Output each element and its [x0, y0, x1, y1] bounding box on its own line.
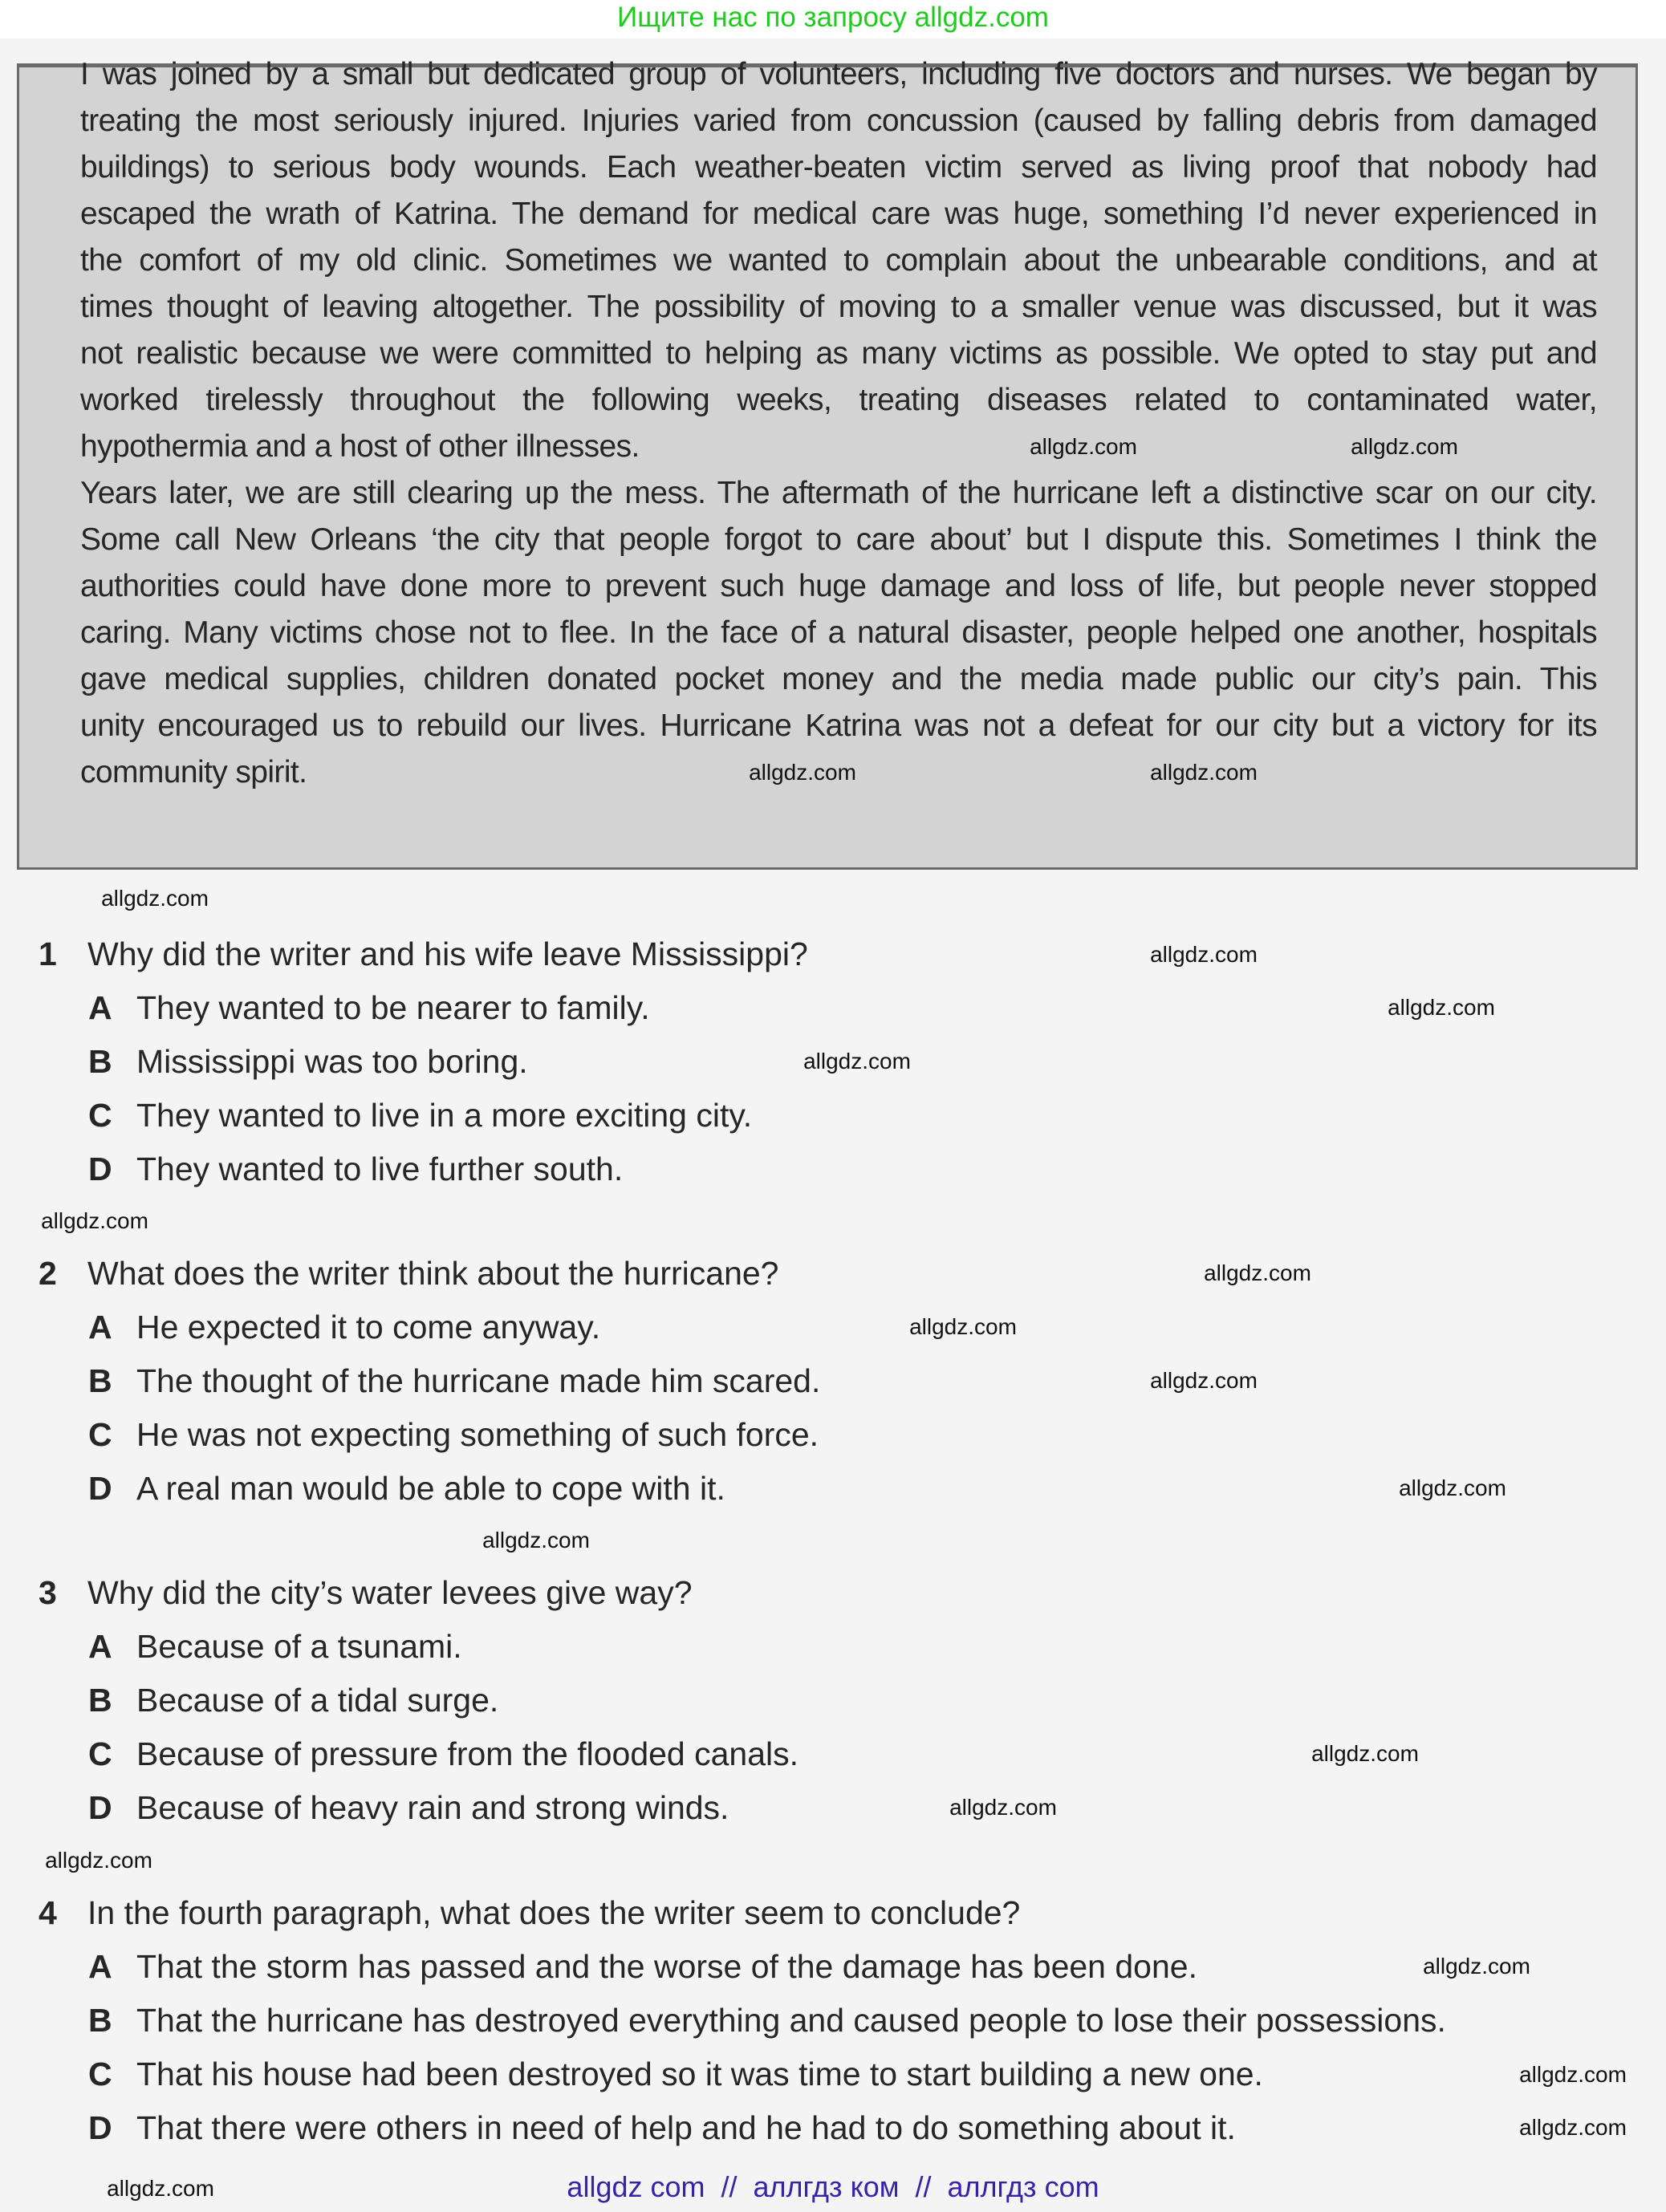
passage-line: escaped the wrath of Katrina. The demand for medical care was huge, something I’d never experienced in — [80, 197, 1597, 231]
option-letter: B — [88, 1362, 112, 1399]
option-letter: C — [88, 1416, 112, 1453]
option-letter: A — [88, 1628, 112, 1665]
option-text: They wanted to be nearer to family. — [136, 989, 650, 1026]
watermark: allgdz.com — [482, 1528, 590, 1552]
question-number: 3 — [39, 1574, 57, 1611]
passage-line: I was joined by a small but dedicated group of volunteers, including five doctors and nurses. We began by — [80, 57, 1597, 91]
passage-line: buildings) to serious body wounds. Each weather-beaten victim served as living proof that nobody had — [80, 150, 1597, 185]
watermark: allgdz.com — [1150, 1368, 1258, 1393]
question-3 — [0, 1566, 1666, 1835]
passage-line: times thought of leaving altogether. The possibility of moving to a smaller venue was discussed, but it was — [80, 290, 1597, 324]
passage-line: the comfort of my old clinic. Sometimes we wanted to complain about the unbearable conditions, and at — [80, 243, 1597, 278]
watermark: allgdz.com — [1311, 1741, 1419, 1766]
question-text: Why did the writer and his wife leave Mississippi? — [87, 936, 808, 972]
option-text: That the hurricane has destroyed everything and caused people to lose their possessions. — [136, 2002, 1446, 2039]
option-letter: C — [88, 1735, 112, 1772]
passage-line: worked tirelessly throughout the following weeks, treating diseases related to contaminated water, — [80, 383, 1597, 417]
watermark: allgdz.com — [909, 1314, 1017, 1339]
watermark: allgdz.com — [1351, 434, 1458, 459]
watermark: allgdz.com — [107, 2176, 214, 2201]
option-letter: A — [88, 1948, 112, 1985]
passage-line: Some call New Orleans ‘the city that people forgot to care about’ but I dispute this. Sometimes I think the — [80, 522, 1597, 557]
watermark: allgdz.com — [1150, 942, 1258, 967]
watermark: allgdz.com — [1388, 995, 1495, 1020]
passage-line: gave medical supplies, children donated pocket money and the media made public our city’s pain. This — [80, 662, 1597, 696]
question-number: 2 — [39, 1255, 57, 1292]
passage-line: caring. Many victims chose not to flee. In the face of a natural disaster, people helped one another, hospitals — [80, 615, 1597, 650]
watermark: allgdz.com — [45, 1848, 152, 1873]
question-number: 1 — [39, 936, 57, 972]
option-c[interactable] — [0, 1089, 1666, 1143]
option-letter: A — [88, 1309, 112, 1345]
watermark: allgdz.com — [803, 1049, 911, 1074]
option-text: That his house had been destroyed so it was time to start building a new one. — [136, 2056, 1263, 2092]
reading-passage — [17, 57, 1638, 870]
option-a[interactable] — [0, 1620, 1666, 1674]
site-banner: Ищите нас по запросу allgdz.com — [0, 0, 1666, 39]
option-c[interactable] — [0, 1408, 1666, 1462]
option-letter: D — [88, 1470, 112, 1507]
passage-line: community spirit. — [80, 755, 307, 789]
question-4 — [0, 1886, 1666, 2155]
watermark: allgdz.com — [749, 760, 856, 785]
option-letter: C — [88, 2056, 112, 2092]
option-text: A real man would be able to cope with it. — [136, 1470, 725, 1507]
option-b[interactable] — [0, 1994, 1666, 2048]
watermark: allgdz.com — [1030, 434, 1137, 459]
option-letter: D — [88, 1789, 112, 1826]
option-c[interactable] — [0, 2048, 1666, 2101]
question-number: 4 — [39, 1894, 57, 1931]
option-b[interactable] — [0, 1674, 1666, 1727]
option-text: Because of heavy rain and strong winds. — [136, 1789, 729, 1826]
option-text: That the storm has passed and the worse of the damage has been done. — [136, 1948, 1197, 1985]
option-b[interactable] — [0, 1354, 1666, 1408]
option-letter: D — [88, 1151, 112, 1187]
question-text: In the fourth paragraph, what does the writer seem to conclude? — [87, 1894, 1021, 1931]
option-d[interactable] — [0, 1143, 1666, 1196]
watermark: allgdz.com — [101, 886, 209, 911]
option-text: Mississippi was too boring. — [136, 1043, 528, 1080]
passage-line: treating the most seriously injured. Injuries varied from concussion (caused by falling debris from damaged — [80, 103, 1597, 138]
option-letter: B — [88, 1043, 112, 1080]
option-text: Because of a tidal surge. — [136, 1682, 499, 1719]
watermark: allgdz.com — [41, 1208, 148, 1233]
option-d[interactable] — [0, 2101, 1666, 2155]
passage-line: not realistic because we were committed to helping as many victims as possible. We opted to stay put and — [80, 336, 1597, 371]
option-text: He was not expecting something of such force. — [136, 1416, 819, 1453]
watermark: allgdz.com — [1519, 2062, 1627, 2087]
option-letter: A — [88, 989, 112, 1026]
option-text: He expected it to come anyway. — [136, 1309, 601, 1345]
option-letter: D — [88, 2109, 112, 2146]
option-a[interactable] — [0, 1940, 1666, 1994]
option-letter: C — [88, 1097, 112, 1134]
watermark: allgdz.com — [949, 1795, 1057, 1820]
passage-line: hypothermia and a host of other illnesses. — [80, 429, 640, 464]
option-letter: B — [88, 2002, 112, 2039]
question-text: What does the writer think about the hurricane? — [87, 1255, 779, 1292]
passage-line: unity encouraged us to rebuild our lives. Hurricane Katrina was not a defeat for our city but a victory for its — [80, 708, 1597, 743]
watermark: allgdz.com — [1204, 1260, 1311, 1285]
watermark: allgdz.com — [1150, 760, 1258, 785]
passage-line: Years later, we are still clearing up the mess. The aftermath of the hurricane left a distinctive scar on our city. — [80, 476, 1597, 510]
option-text: That there were others in need of help and he had to do something about it. — [136, 2109, 1236, 2146]
footer-links: allgdz com // аллгдз ком // аллгдз com — [567, 2170, 1099, 2203]
watermark: allgdz.com — [1399, 1475, 1506, 1500]
watermark: allgdz.com — [1519, 2115, 1627, 2140]
option-text: Because of a tsunami. — [136, 1628, 462, 1665]
option-text: The thought of the hurricane made him scared. — [136, 1362, 821, 1399]
question-text: Why did the city’s water levees give way? — [87, 1574, 693, 1611]
passage-line: authorities could have done more to prevent such huge damage and loss of life, but people never stopped — [80, 569, 1597, 603]
option-d[interactable] — [0, 1781, 1666, 1835]
option-text: They wanted to live in a more exciting city. — [136, 1097, 753, 1134]
option-text: Because of pressure from the flooded canals. — [136, 1735, 799, 1772]
option-text: They wanted to live further south. — [136, 1151, 624, 1187]
watermark: allgdz.com — [1423, 1954, 1530, 1979]
option-letter: B — [88, 1682, 112, 1719]
option-a[interactable] — [0, 1301, 1666, 1354]
